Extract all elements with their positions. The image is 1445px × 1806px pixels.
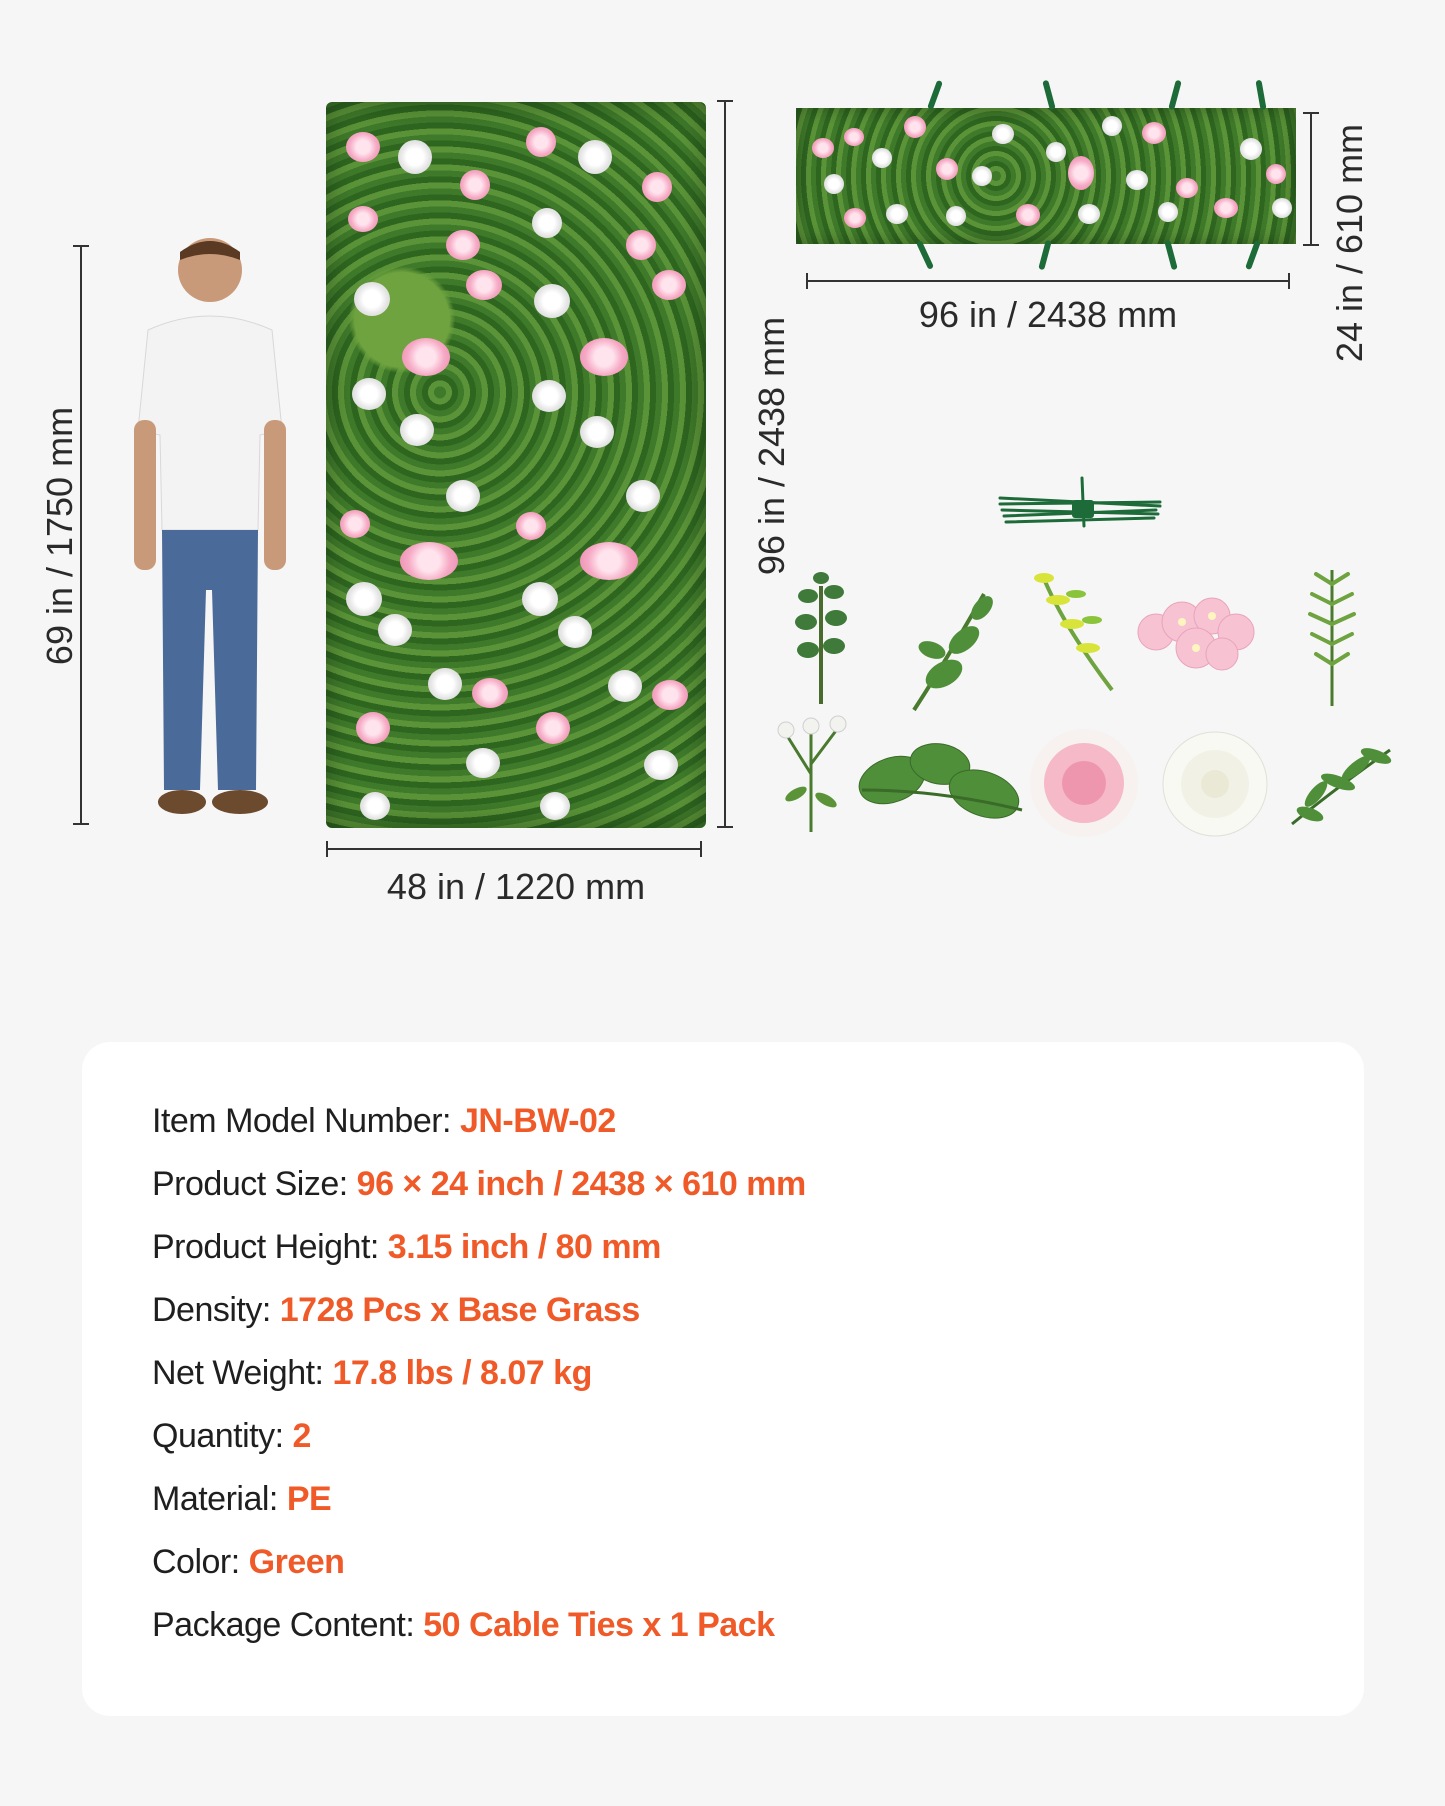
panel-width-cap-right	[700, 841, 702, 857]
panel-height-line	[724, 100, 726, 828]
spec-net-weight	[152, 1354, 592, 1393]
cable-tie	[1168, 80, 1182, 111]
spec-value: Green	[248, 1543, 345, 1581]
panel-height-cap-bottom	[717, 826, 733, 828]
pink-flower	[1068, 156, 1094, 190]
white-flower	[992, 124, 1014, 144]
white-flower	[1272, 198, 1292, 218]
pink-flower	[844, 128, 864, 146]
eucalyptus-sprig-icon	[786, 566, 856, 706]
white-flower	[346, 582, 382, 616]
pink-flower	[1266, 164, 1286, 184]
spec-product-height	[152, 1228, 661, 1267]
spec-density	[152, 1291, 640, 1330]
specifications-card	[82, 1042, 1364, 1716]
fern-sprig-icon	[1302, 564, 1362, 708]
pink-flower	[844, 208, 866, 228]
white-flower	[522, 582, 558, 616]
spec-label: Material:	[152, 1480, 287, 1518]
yellow-grass-sprig-icon	[1022, 564, 1122, 694]
white-flower	[608, 670, 642, 702]
person-height-cap-top	[73, 245, 89, 247]
pink-rose-icon	[1018, 726, 1150, 840]
cable-tie	[1255, 80, 1266, 111]
white-flower	[540, 792, 570, 820]
spec-quantity	[152, 1417, 311, 1456]
pink-flower	[580, 338, 628, 376]
spec-value: JN-BW-02	[459, 1102, 616, 1140]
white-flower	[400, 414, 434, 446]
person-height-cap-bottom	[73, 823, 89, 825]
pink-flower	[1176, 178, 1198, 198]
white-flower	[354, 282, 390, 316]
pink-flower	[580, 542, 638, 580]
white-flower	[824, 174, 844, 194]
pink-flower	[348, 206, 378, 232]
pink-flower	[642, 172, 672, 202]
pink-flower	[356, 712, 390, 744]
pink-flower	[400, 542, 458, 580]
cable-tie	[1038, 240, 1052, 271]
white-flower	[946, 206, 966, 226]
cable-tie	[1245, 240, 1261, 270]
pink-hydrangea-icon	[1132, 582, 1262, 682]
white-flower	[580, 416, 614, 448]
cable-tie	[1164, 240, 1178, 271]
pink-flower	[516, 512, 546, 540]
white-flower	[1158, 202, 1178, 222]
spec-material	[152, 1480, 331, 1519]
white-flower	[972, 166, 992, 186]
white-flower	[352, 378, 386, 410]
willow-leaves-icon	[1286, 738, 1396, 828]
panel-height-label: 96 in / 2438 mm	[751, 316, 792, 576]
white-flower	[1078, 204, 1100, 224]
spec-label: Quantity:	[152, 1417, 293, 1455]
white-flower	[446, 480, 480, 512]
pink-flower	[812, 138, 834, 158]
pink-flower	[346, 132, 380, 162]
panel-width-line	[326, 848, 702, 850]
white-flower	[644, 750, 678, 780]
strip-width-cap-left	[806, 273, 808, 289]
spec-product-size	[152, 1165, 806, 1204]
cable-tie	[916, 240, 934, 270]
white-flower	[534, 284, 570, 318]
strip-height-cap-bottom	[1303, 244, 1319, 246]
white-flower	[872, 148, 892, 168]
pink-flower	[466, 270, 502, 300]
white-flower	[1046, 142, 1066, 162]
spec-color	[152, 1543, 344, 1582]
strip-height-cap-top	[1303, 112, 1319, 114]
spec-value: 17.8 lbs / 8.07 kg	[332, 1354, 592, 1392]
pink-flower	[446, 230, 480, 260]
pink-flower	[460, 170, 490, 200]
pink-flower	[536, 712, 570, 744]
strip-width-cap-right	[1288, 273, 1290, 289]
panel-height-cap-top	[717, 100, 733, 102]
person-height-label: 69 in / 1750 mm	[39, 406, 80, 666]
spec-label: Product Size:	[152, 1165, 357, 1203]
spec-value: 2	[292, 1417, 311, 1455]
cable-tie	[927, 80, 943, 110]
white-bud-sprig-icon	[766, 704, 856, 834]
white-flower	[558, 616, 592, 648]
spec-label: Item Model Number:	[152, 1102, 460, 1140]
pink-flower	[936, 158, 958, 180]
pink-flower	[652, 270, 686, 300]
white-flower	[578, 140, 612, 174]
white-flower	[886, 204, 908, 224]
pink-flower	[472, 678, 508, 708]
strip-width-label: 96 in / 2438 mm	[918, 294, 1178, 335]
white-flower	[466, 748, 500, 778]
broad-leaves-icon	[852, 730, 1026, 838]
pink-flower	[1214, 198, 1238, 218]
spec-value: 3.15 inch / 80 mm	[387, 1228, 661, 1266]
leaf-branch-icon	[904, 584, 1004, 714]
white-flower	[1240, 138, 1262, 160]
spec-label: Package Content:	[152, 1606, 424, 1644]
white-flower	[532, 208, 562, 238]
white-flower	[428, 668, 462, 700]
white-flower	[532, 380, 566, 412]
white-flower	[398, 140, 432, 174]
strip-height-label: 24 in / 610 mm	[1329, 123, 1370, 363]
strip-width-line	[806, 280, 1290, 282]
pink-flower	[526, 127, 556, 157]
spec-label: Product Height:	[152, 1228, 388, 1266]
spec-item-model-number	[152, 1102, 616, 1141]
person-illustration	[100, 230, 320, 830]
spec-package-content	[152, 1606, 775, 1645]
strip-panel-image	[796, 108, 1296, 244]
pink-flower	[652, 680, 688, 710]
spec-label: Color:	[152, 1543, 249, 1581]
wall-panel-image	[326, 102, 706, 828]
pink-flower	[1142, 122, 1166, 144]
panel-width-cap-left	[326, 841, 328, 857]
cable-tie	[1042, 80, 1056, 111]
white-flower	[1102, 116, 1122, 136]
white-flower	[360, 792, 390, 820]
white-rose-icon	[1154, 730, 1276, 838]
pink-flower	[1016, 204, 1040, 226]
pink-flower	[904, 116, 926, 138]
white-flower	[626, 480, 660, 512]
cable-ties-bundle	[996, 476, 1164, 536]
spec-value: 96 × 24 inch / 2438 × 610 mm	[356, 1165, 806, 1203]
pink-flower	[402, 338, 450, 376]
spec-label: Net Weight:	[152, 1354, 333, 1392]
pink-flower	[340, 510, 370, 538]
spec-label: Density:	[152, 1291, 280, 1329]
strip-height-line	[1310, 112, 1312, 246]
white-flower	[1126, 170, 1148, 190]
panel-width-label: 48 in / 1220 mm	[386, 866, 646, 907]
spec-value: PE	[286, 1480, 332, 1518]
spec-value: 1728 Pcs x Base Grass	[279, 1291, 640, 1329]
pink-flower	[626, 230, 656, 260]
white-flower	[378, 614, 412, 646]
spec-value: 50 Cable Ties x 1 Pack	[423, 1606, 775, 1644]
